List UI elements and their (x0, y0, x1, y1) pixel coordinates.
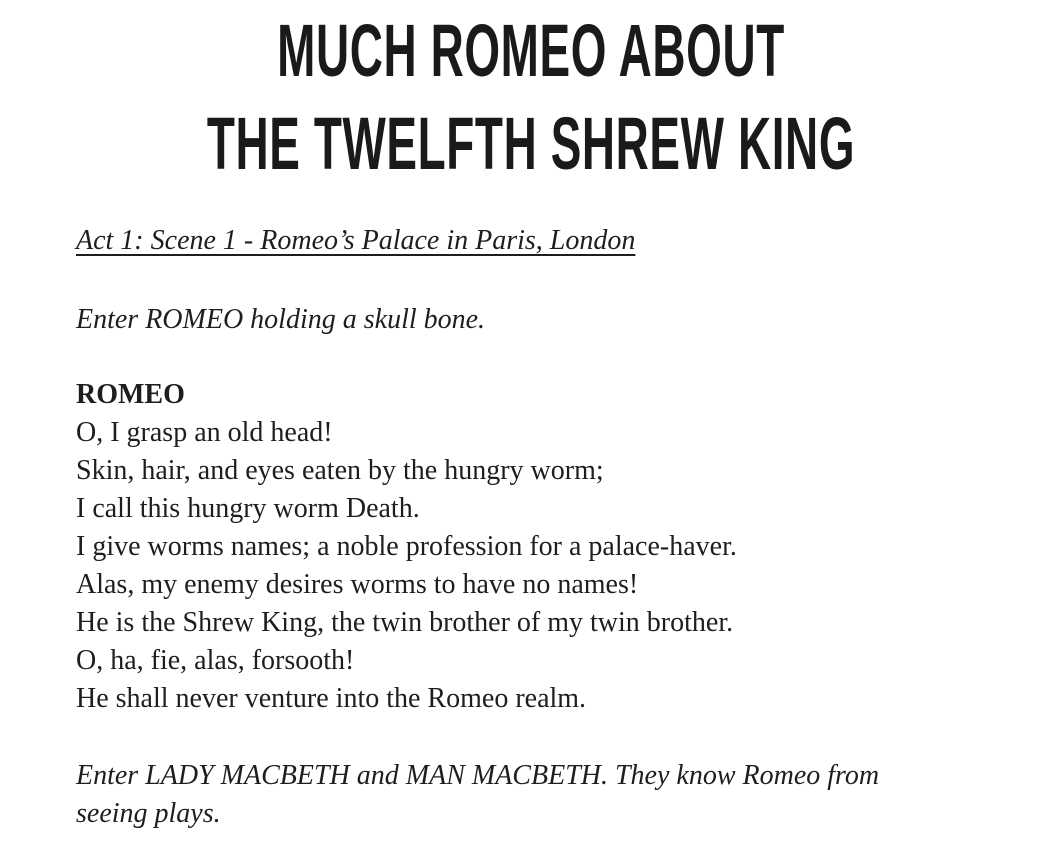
play-title-line-2: THE TWELFTH SHREW KING (206, 102, 856, 185)
scene-heading: Act 1: Scene 1 - Romeo’s Palace in Paris, London (76, 225, 636, 256)
speech-line: Alas, my enemy desires worms to have no names! (76, 569, 639, 600)
speech (76, 414, 737, 718)
speech-line: O, ha, fie, alas, forsooth! (76, 645, 355, 676)
stage-direction-2 (76, 757, 879, 833)
play-title-line-1: MUCH ROMEO ABOUT (277, 9, 785, 92)
stage-direction-line: Enter LADY MACBETH and MAN MACBETH. They know Romeo from (76, 760, 880, 791)
speech-line: He is the Shrew King, the twin brother of my twin brother. (76, 607, 734, 638)
speech-line: I call this hungry worm Death. (76, 493, 420, 524)
speaker-name: ROMEO (76, 379, 185, 410)
speech-line: I give worms names; a noble profession for a palace-haver. (76, 531, 737, 562)
speech-line: O, I grasp an old head! (76, 417, 333, 448)
speech-line: Skin, hair, and eyes eaten by the hungry worm; (76, 455, 604, 486)
stage-direction-line: seeing plays. (76, 798, 221, 829)
speech-line: He shall never venture into the Romeo realm. (76, 683, 587, 714)
stage-direction: Enter ROMEO holding a skull bone. (76, 304, 486, 335)
